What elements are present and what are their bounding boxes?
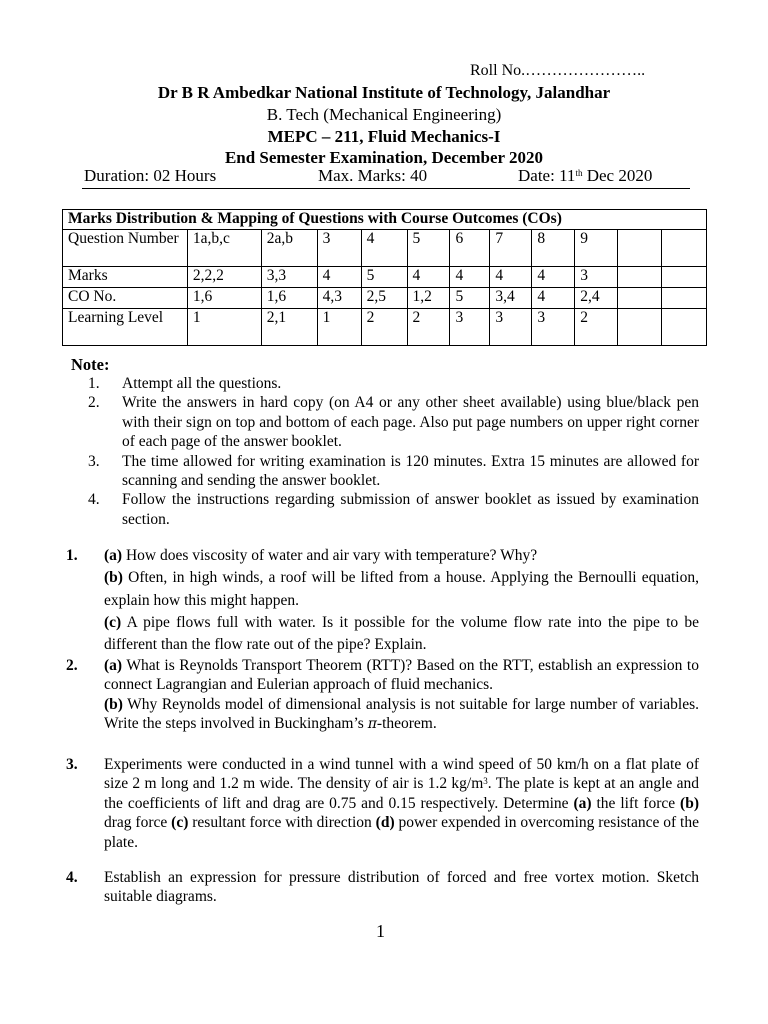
marks-distribution-table xyxy=(62,209,707,346)
table-cell: 4 xyxy=(361,230,407,267)
table-cell: 1,6 xyxy=(187,288,261,309)
table-cell: 5 xyxy=(450,288,490,309)
table-cell xyxy=(618,230,662,267)
table-cell: 4 xyxy=(407,267,450,288)
table-cell: 4 xyxy=(532,288,575,309)
page-number: 1 xyxy=(376,921,385,941)
table-cell: 3 xyxy=(575,267,618,288)
table-cell: 4 xyxy=(490,267,532,288)
table-row-label: CO No. xyxy=(63,288,188,309)
table-cell xyxy=(662,267,707,288)
duration: Duration: 02 Hours xyxy=(84,166,217,185)
table-cell: 3 xyxy=(450,309,490,346)
table-cell: 2 xyxy=(407,309,450,346)
table-cell: 6 xyxy=(450,230,490,267)
note-item xyxy=(82,452,699,491)
note-item xyxy=(82,393,699,451)
exam-date: Date: 11th Dec 2020 xyxy=(518,166,653,185)
question-2: 2. (a) What is Reynolds Transport Theorem (RTT)? Based on the RTT, establish an expression to connect Lagrangian and Eulerian approach of fluid mechanics. (b) Why Reynolds model of dimensional analysis is not suitable for large number of variables. Write the steps involved in Buckingham’s π-theorem. xyxy=(66,657,699,732)
note-number: 3. xyxy=(88,452,100,470)
note-number: 1. xyxy=(88,375,100,392)
table-cell: 1 xyxy=(317,309,361,346)
question-number: 2. xyxy=(66,657,78,674)
programme-name: B. Tech (Mechanical Engineering) xyxy=(266,105,502,124)
question-number: 1. xyxy=(66,547,78,564)
table-cell: 5 xyxy=(407,230,450,267)
table-row-label: Learning Level xyxy=(63,309,188,346)
note-text: Follow the instructions regarding submission of answer booklet as issued by examination section. xyxy=(122,491,699,528)
table-cell: 2,4 xyxy=(575,288,618,309)
question-1: 1. (a) How does viscosity of water and air vary with temperature? Why? (b) Often, in high winds, a roof will be lifted from a house. Applying the Bernoulli equation, explain how this might happen. (c) A pipe flows full with water. Is it possible for the volume flow rate into the pipe to be different than the flow rate out of the pipe? Explain. xyxy=(66,547,699,654)
table-caption: Marks Distribution & Mapping of Questions with Course Outcomes (COs) xyxy=(63,210,707,230)
note-item xyxy=(82,490,699,529)
table-cell: 4 xyxy=(317,267,361,288)
table-cell xyxy=(618,288,662,309)
table-cell: 9 xyxy=(575,230,618,267)
table-cell: 1,2 xyxy=(407,288,450,309)
exam-title: End Semester Examination, December 2020 xyxy=(224,148,544,167)
note-number: 4. xyxy=(88,491,100,509)
note-heading: Note: xyxy=(71,355,110,374)
roll-number-line: Roll No.………………….. xyxy=(470,62,646,79)
institute-name: Dr B R Ambedkar National Institute of Technology, Jalandhar xyxy=(157,83,611,102)
table-cell: 2,5 xyxy=(361,288,407,309)
question-3: 3. Experiments were conducted in a wind tunnel with a wind speed of 50 km/h on a flat plate of size 2 m long and 1.2 m wide. The density of air is 1.2 $kg/m^3$. The plate is kept at an angle and the coefficients of lift and drag are 0.75 and 0.15 respectively. Determine (a) the lift force (b) drag force (c) resultant force with direction (d) power expended in overcoming resistance of the plate. xyxy=(66,756,699,851)
table-cell: 4 xyxy=(532,267,575,288)
course-title: MEPC – 211, Fluid Mechanics-I xyxy=(267,127,501,146)
table-cell: 8 xyxy=(532,230,575,267)
table-cell: 2,2,2 xyxy=(187,267,261,288)
table-cell: 2 xyxy=(575,309,618,346)
table-cell xyxy=(662,309,707,346)
table-cell xyxy=(618,309,662,346)
table-cell: 5 xyxy=(361,267,407,288)
table-cell: 2 xyxy=(361,309,407,346)
table-cell: 1 xyxy=(187,309,261,346)
table-cell xyxy=(618,267,662,288)
table-cell: 4,3 xyxy=(317,288,361,309)
note-item xyxy=(82,374,699,393)
exam-meta-row xyxy=(82,166,690,189)
note-text: The time allowed for writing examination is 120 minutes. Extra 15 minutes are allowed for scanning and sending the answer booklet. xyxy=(122,452,699,490)
question-number: 4. xyxy=(66,869,78,886)
table-row-label: Question Number xyxy=(63,230,188,267)
table-cell: 3,4 xyxy=(490,288,532,309)
table-cell xyxy=(662,230,707,267)
table-cell: 1a,b,c xyxy=(187,230,261,267)
table-row-label: Marks xyxy=(63,267,188,288)
table-cell xyxy=(662,288,707,309)
table-cell: 3 xyxy=(317,230,361,267)
table-cell: 4 xyxy=(450,267,490,288)
table-cell: 3 xyxy=(490,309,532,346)
question-4: 4. Establish an expression for pressure distribution of forced and free vortex motion. Sketch suitable diagrams. xyxy=(66,869,699,906)
note-text: Attempt all the questions. xyxy=(122,375,282,392)
note-text: Write the answers in hard copy (on A4 or any other sheet available) using blue/black pen with their sign on top and bottom of each page. Also put page numbers on upper right corner of each page of the answer booklet. xyxy=(122,394,699,451)
table-cell: 7 xyxy=(490,230,532,267)
notes-list xyxy=(82,374,699,529)
table-cell: 2a,b xyxy=(261,230,317,267)
table-cell: 3 xyxy=(532,309,575,346)
max-marks: Max. Marks: 40 xyxy=(318,166,428,185)
table-cell: 3,3 xyxy=(261,267,317,288)
table-cell: 2,1 xyxy=(261,309,317,346)
table-cell: 1,6 xyxy=(261,288,317,309)
note-number: 2. xyxy=(88,394,100,412)
question-number: 3. xyxy=(66,756,78,773)
